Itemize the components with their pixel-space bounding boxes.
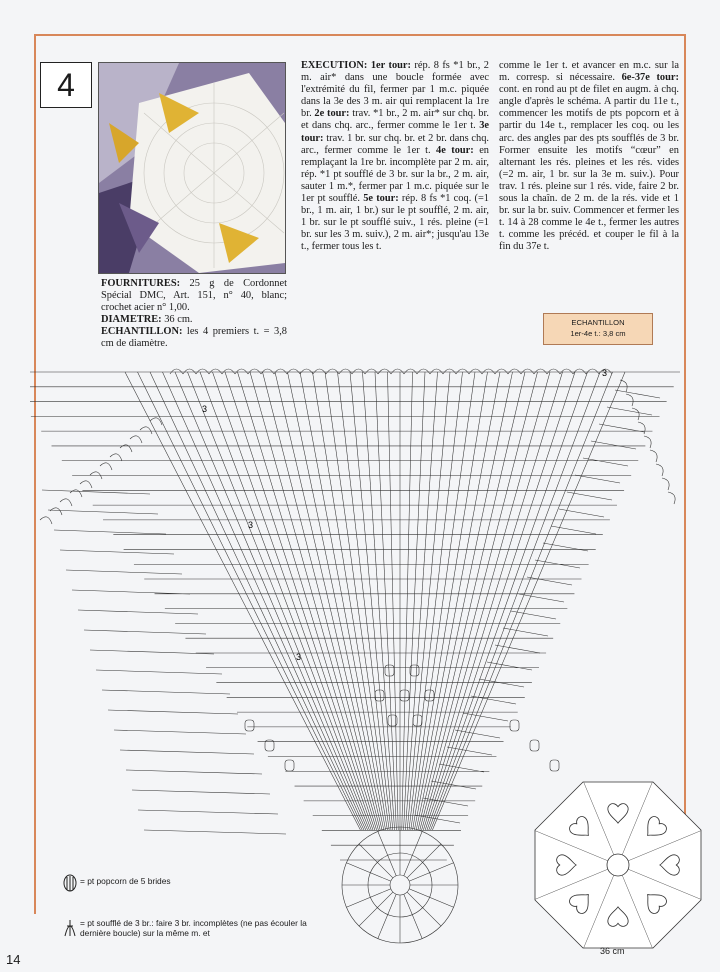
chart-popcorn [510, 720, 519, 731]
page-frame-top [34, 34, 684, 36]
chart-wing-row [90, 650, 214, 654]
chart-column [427, 372, 588, 830]
execution-label: EXECUTION: [301, 60, 368, 71]
diameter-dimension: 36 cm [600, 946, 625, 956]
chart-column [432, 372, 625, 830]
chart-edge-scallop [50, 508, 62, 515]
chart-scallop [378, 369, 391, 374]
chart-column [418, 372, 525, 830]
echantillon-box-subtitle: 1er-4e t.: 3,8 cm [570, 329, 626, 338]
chart-wing-row [114, 730, 246, 734]
chart-column [388, 372, 399, 830]
round-marker-3: 3 [296, 652, 302, 662]
round-4-text: en remplaçant la 1re br. incomplète par 2 m. air, rép. *1 pt soufflé de 3 br. sur la br., 2 m. air, sauter 1 m.*, fermer par 1 m.c. piquée sur le 1er pt soufflé. [301, 144, 490, 205]
chart-popcorn [245, 720, 254, 731]
chart-wing-row [108, 710, 238, 714]
round-marker-4: 3 [602, 368, 608, 378]
chart-scallop [404, 369, 417, 374]
round-2-text: trav. *1 br., 2 m. air* sur chq. br. et dans chq. arc., fermer comme le 1er t. [301, 108, 489, 132]
diametre-text: 36 cm. [161, 314, 193, 326]
overview-center [607, 854, 629, 876]
chart-edge-stitch [543, 543, 588, 551]
chart-wing-row [102, 690, 230, 694]
chart-wing-row [132, 790, 270, 794]
chart-wing-row [66, 570, 182, 574]
round-marker-2: 3 [248, 520, 254, 530]
chart-edge-stitch [575, 475, 620, 483]
chart-scallop [469, 369, 482, 374]
chart-scallop [300, 369, 313, 374]
round-6-37-text: cont. en rond au pt de filet en augm. à chq. angle d'après le schéma. A partir du 11e t., commencer les motifs de pts popcorn et à partir du 14e t., remplacer les coq. ou les arc. des angles par des pts soufflés de 3 br. Former ensuite les motifs “cœur” en alternant les rés. pleines et les rés. vides (=2 m. air, 1 br. sur la 3e m. suiv.). Pour trav. 1 rés. pleine sur 1 rés. vide, faire 2 br. sous la chaîn. de 2 m. de la rés. vide et 1 br. sur la br. suiv. Commencer et fermer les t. 14 à 28 comme le 4e t., fermer les autres t. comme les précéd. et couper le fil à la fin du 37e t. [499, 84, 679, 253]
chart-edge-stitch [607, 407, 652, 415]
execution-text [301, 60, 489, 254]
chart-wing-row [72, 590, 190, 594]
chart-wing-row [60, 550, 174, 554]
chart-scallop [508, 369, 521, 374]
echantillon-box-title: ECHANTILLON [571, 318, 625, 327]
execution-text-continued [499, 60, 679, 254]
chart-wing-row [120, 750, 254, 754]
round-3-text: trav. 1 br. sur chq. br. et 2 br. dans chq. arc., fermer comme le 1er t. [301, 132, 489, 156]
souffle-symbol-icon [62, 916, 78, 938]
round-5-label: 5e tour: [360, 193, 399, 205]
round-5-text: rép. 8 fs *1 coq. (=1 br., 1 m. air, 1 br.) sur le pt soufflé, 2 m. air, 1 br. sur le pt soufflé suiv., 1 rés. pleine (=1 br. sur les 3 m. suiv.), 2 m. air*; jusqu'au 13e t., fermer tous les t. [301, 193, 489, 253]
chart-edge-scallop [80, 481, 92, 488]
chart-edge-stitch [599, 424, 644, 432]
chart-column [188, 372, 370, 830]
echantillon-text: les 4 premiers t. = 3,8 cm de diamètre. [101, 326, 287, 350]
chart-edge-stitch [503, 628, 548, 636]
chart-edge-scallop [632, 408, 639, 420]
chart-scallop [495, 369, 508, 374]
chart-column [413, 372, 488, 830]
chart-scallop [235, 369, 248, 374]
echantillon-label: ECHANTILLON: [101, 326, 183, 338]
chart-scallop [417, 369, 430, 374]
chart-wing-row [96, 670, 222, 674]
chart-edge-scallop [638, 422, 645, 434]
chart-wing-row [78, 610, 198, 614]
chart-scallop [482, 369, 495, 374]
popcorn-symbol-icon [62, 874, 78, 892]
chart-edge-scallop [668, 492, 675, 504]
chart-column [225, 372, 375, 830]
chart-edge-scallop [650, 450, 657, 462]
chart-edge-scallop [626, 394, 633, 406]
chart-column [350, 372, 393, 830]
chart-scallop [183, 369, 196, 374]
chart-column [423, 372, 562, 830]
chart-column [411, 372, 475, 830]
chart-popcorn [400, 690, 409, 701]
chart-column [407, 372, 450, 830]
chart-column [325, 372, 389, 830]
chart-edge-scallop [100, 463, 112, 470]
chart-edge-stitch [455, 730, 500, 738]
chart-edge-stitch [487, 662, 532, 670]
chart-scallop [443, 369, 456, 374]
chart-column [420, 372, 538, 830]
chart-column [416, 372, 512, 830]
chart-column [414, 372, 500, 830]
chart-scallop [248, 369, 261, 374]
chart-edge-scallop [140, 427, 152, 434]
chart-wing-row [144, 830, 286, 834]
chart-scallop [391, 369, 404, 374]
round-marker-1: 3 [202, 404, 208, 414]
chart-scallop [430, 369, 443, 374]
chart-edge-stitch [479, 679, 524, 687]
chart-edge-scallop [656, 464, 663, 476]
chart-edge-scallop [662, 478, 669, 490]
chart-column [313, 372, 388, 830]
chart-column [175, 372, 368, 830]
chart-column [402, 372, 413, 830]
chart-popcorn [530, 740, 539, 751]
doily-overview-diagram [533, 780, 703, 950]
chart-scallop [352, 369, 365, 374]
chart-wing-row [126, 770, 262, 774]
chart-column [213, 372, 374, 830]
chart-scallop [573, 369, 586, 374]
chart-edge-scallop [110, 454, 122, 461]
chart-column [431, 372, 613, 830]
chart-column [125, 372, 360, 830]
chart-scallop [170, 369, 183, 374]
chart-center-spoke [407, 844, 441, 878]
chart-center-spoke [407, 892, 441, 926]
chart-edge-scallop [40, 517, 52, 524]
chart-edge-stitch [551, 526, 596, 534]
chart-edge-stitch [431, 781, 476, 789]
round-4-label: 4e tour: [430, 144, 474, 156]
chart-popcorn [285, 760, 294, 771]
chart-wing-row [54, 530, 166, 534]
chart-center-core [390, 875, 410, 895]
chart-scallop [521, 369, 534, 374]
chart-column [150, 372, 364, 830]
chart-column [405, 372, 437, 830]
chart-scallop [313, 369, 326, 374]
chart-scallop [287, 369, 300, 374]
chart-edge-stitch [519, 594, 564, 602]
chart-wing-row [138, 810, 278, 814]
round-1-label: 1er tour: [367, 60, 411, 71]
chart-scallop [222, 369, 235, 374]
chart-scallop [326, 369, 339, 374]
chart-scallop [209, 369, 222, 374]
round-2-label: 2e tour: [311, 108, 350, 120]
chart-edge-stitch [527, 577, 572, 585]
chart-column [263, 372, 381, 830]
chart-scallop [547, 369, 560, 374]
continuation-text: comme le 1er t. et avancer en m.c. sur la m. corresp. si nécessaire. [499, 60, 679, 84]
chart-column [163, 372, 366, 830]
round-3-label: 3e tour: [301, 120, 490, 144]
doily-photo [98, 62, 286, 274]
chart-center-spoke [359, 844, 393, 878]
chart-edge-stitch [615, 390, 660, 398]
chart-wing-row [84, 630, 206, 634]
fournitures-text: 25 g de Cordonnet Spécial DMC, Art. 151, n° 40, blanc; crochet acier n° 1,00. [101, 278, 287, 314]
page-number: 14 [6, 952, 21, 967]
chart-edge-stitch [495, 645, 540, 653]
pattern-number: 4 [40, 62, 92, 108]
chart-center-spoke [359, 892, 393, 926]
chart-popcorn [375, 690, 384, 701]
echantillon-box [543, 313, 653, 345]
chart-scallop [365, 369, 378, 374]
chart-scallop [534, 369, 547, 374]
chart-scallop [274, 369, 287, 374]
chart-edge-scallop [60, 499, 72, 506]
chart-column [422, 372, 550, 830]
chart-wing-row [42, 490, 150, 494]
chart-edge-stitch [511, 611, 556, 619]
chart-edge-stitch [591, 441, 636, 449]
legend-popcorn: = pt popcorn de 5 brides [80, 876, 171, 886]
chart-column [375, 372, 396, 830]
chart-edge-stitch [567, 492, 612, 500]
round-1-text: rép. 8 fs *1 br., 2 m. air* dans une boucle formée avec l'extrémité du fil, fermer par 1 m.c. piquée dans la 3e des 3 m. air qui remplacent la 1re br. [301, 60, 489, 120]
chart-column [404, 372, 425, 830]
fournitures-label: FOURNITURES: [101, 278, 181, 289]
chart-column [425, 372, 575, 830]
round-6-37-label: 6e-37e tour: [614, 72, 679, 84]
legend-souffle: = pt soufflé de 3 br.: faire 3 br. incomplètes (ne pas écouler la dernière boucle) sur la même m. et [80, 918, 307, 938]
chart-column [300, 372, 386, 830]
chart-scallop [586, 369, 599, 374]
chart-edge-stitch [583, 458, 628, 466]
chart-popcorn [385, 665, 394, 676]
chart-edge-scallop [130, 436, 142, 443]
chart-column [238, 372, 377, 830]
chart-wing-row [48, 510, 158, 514]
chart-column [363, 372, 395, 830]
chart-column [288, 372, 384, 830]
chart-scallop [196, 369, 209, 374]
chart-popcorn [550, 760, 559, 771]
chart-column [250, 372, 378, 830]
materials-text [101, 278, 287, 351]
diametre-label: DIAMETRE: [101, 314, 162, 326]
